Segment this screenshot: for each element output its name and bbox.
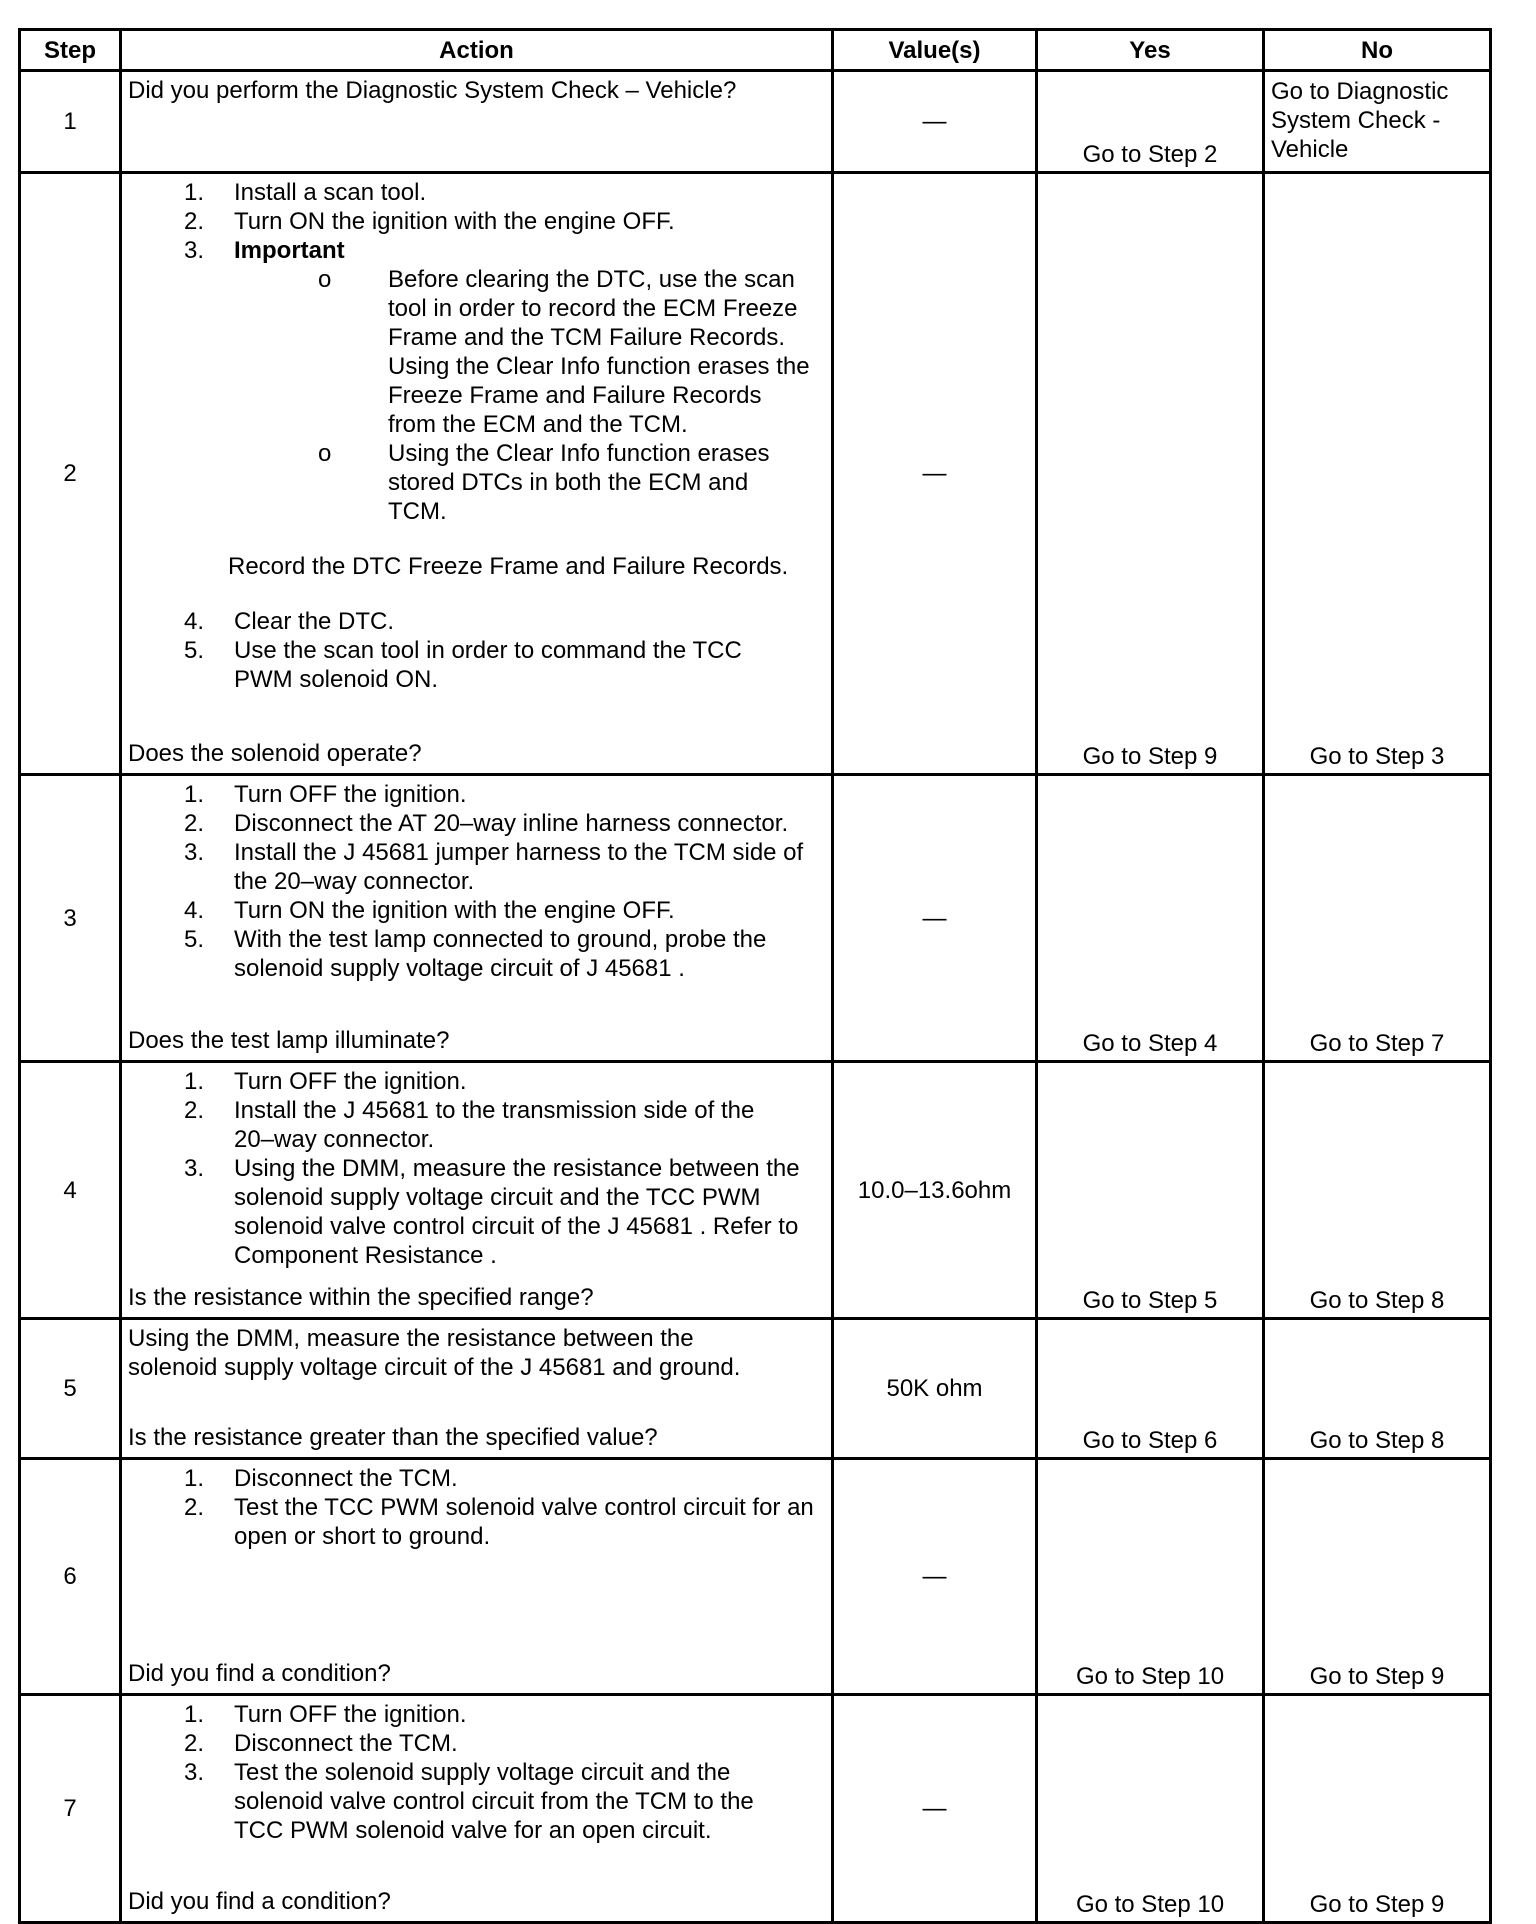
- list-item: 1. Turn OFF the ignition.: [183, 1068, 467, 1095]
- important-bullet: o Using the Clear Info function erases stored DTCs in both the ECM and TCM.: [318, 440, 770, 525]
- list-item: 2. Test the TCC PWM solenoid valve control circuit for an open or short to ground.: [183, 1494, 814, 1550]
- step-number: 3: [20, 775, 121, 1062]
- table-row: [20, 775, 1491, 1062]
- list-item: 2. Disconnect the TCM.: [183, 1730, 458, 1757]
- no-link[interactable]: Go to Step 8: [1264, 1062, 1491, 1319]
- diagnostic-table-container: [18, 28, 1492, 1924]
- yes-link[interactable]: Go to Step 10: [1037, 1695, 1264, 1923]
- value-cell: 10.0–13.6ohm: [833, 1062, 1037, 1319]
- step-number: 6: [20, 1459, 121, 1695]
- table-row: [20, 71, 1491, 173]
- step-number: 4: [20, 1062, 121, 1319]
- list-item: 1. Disconnect the TCM.: [183, 1465, 458, 1492]
- list-item: 1. Turn OFF the ignition.: [183, 781, 467, 808]
- list-item: 2. Turn ON the ignition with the engine OFF.: [183, 208, 675, 235]
- action-cell: [121, 173, 833, 775]
- list-item: 2. Disconnect the AT 20–way inline harness connector.: [183, 810, 789, 837]
- action-cell: [121, 1459, 833, 1695]
- action-cell: [121, 1062, 833, 1319]
- list-item: 4. Turn ON the ignition with the engine OFF.: [183, 897, 675, 924]
- bullet-icon: o: [318, 440, 332, 467]
- no-line: Go to Diagnostic: [1271, 78, 1449, 105]
- list-item: 3. Test the solenoid supply voltage circuit and the solenoid valve control circuit from the TCM to the TCC PWM solenoid valve for an open circuit.: [183, 1759, 754, 1844]
- list-item: 3. Important: [128, 236, 825, 265]
- value-cell: —: [833, 71, 1037, 173]
- header-yes: Yes: [1037, 30, 1264, 71]
- yes-link[interactable]: Go to Step 10: [1037, 1459, 1264, 1695]
- action-question: Did you find a condition?: [128, 1888, 391, 1915]
- no-link[interactable]: [1264, 71, 1491, 173]
- no-line: Vehicle: [1271, 136, 1349, 163]
- action-cell: [121, 1695, 833, 1923]
- no-link[interactable]: Go to Step 7: [1264, 775, 1491, 1062]
- no-line: System Check -: [1271, 107, 1441, 134]
- value-cell: —: [833, 173, 1037, 775]
- list-item: 1. Turn OFF the ignition.: [183, 1701, 467, 1728]
- header-step: Step: [20, 30, 121, 71]
- action-intro: Using the DMM, measure the resistance between the solenoid supply voltage circuit of the J 45681 and ground.: [128, 1325, 741, 1381]
- yes-link[interactable]: Go to Step 4: [1037, 775, 1264, 1062]
- table-row: [20, 1459, 1491, 1695]
- action-question: Does the solenoid operate?: [128, 740, 422, 767]
- list-item: 5. Use the scan tool in order to command the TCC PWM solenoid ON.: [183, 637, 742, 693]
- yes-link[interactable]: Go to Step 5: [1037, 1062, 1264, 1319]
- value-cell: —: [833, 1695, 1037, 1923]
- action-question: Does the test lamp illuminate?: [128, 1027, 450, 1054]
- yes-link[interactable]: Go to Step 6: [1037, 1319, 1264, 1459]
- step-number: 7: [20, 1695, 121, 1923]
- no-link[interactable]: Go to Step 3: [1264, 173, 1491, 775]
- action-steps: [128, 1464, 825, 1551]
- important-bullet: o Before clearing the DTC, use the scan tool in order to record the ECM Freeze Frame and the TCM Failure Records. Using the Clear Info function erases the Freeze Frame and Failure Records from the ECM and the TCM.: [318, 266, 810, 438]
- list-item: 5. With the test lamp connected to ground, probe the solenoid supply voltage circuit of J 45681 .: [183, 926, 767, 982]
- action-cell: [121, 71, 833, 173]
- record-note: Record the DTC Freeze Frame and Failure Records.: [228, 553, 789, 580]
- table-row: [20, 173, 1491, 775]
- header-values: Value(s): [833, 30, 1037, 71]
- action-question: Is the resistance greater than the specified value?: [128, 1424, 658, 1451]
- yes-link[interactable]: Go to Step 2: [1037, 71, 1264, 173]
- action-steps: [128, 1067, 825, 1270]
- action-question: Did you find a condition?: [128, 1660, 391, 1687]
- value-cell: —: [833, 775, 1037, 1062]
- step-number: 2: [20, 173, 121, 775]
- list-item: 3. Install the J 45681 jumper harness to the TCM side of the 20–way connector.: [183, 839, 804, 895]
- action-steps: [128, 1700, 825, 1845]
- table-row: [20, 1695, 1491, 1923]
- list-item: 4. Clear the DTC.: [183, 608, 395, 635]
- header-action: Action: [121, 30, 833, 71]
- list-item: 1. Install a scan tool.: [183, 179, 427, 206]
- list-item: 3. Using the DMM, measure the resistance between the solenoid supply voltage circuit and the TCC PWM solenoid valve control circuit of the J 45681 . Refer to Component Resistance .: [183, 1155, 800, 1269]
- yes-link[interactable]: Go to Step 9: [1037, 173, 1264, 775]
- list-item: 2. Install the J 45681 to the transmission side of the 20–way connector.: [183, 1097, 755, 1153]
- action-steps: [128, 780, 825, 983]
- action-steps: [128, 607, 825, 694]
- action-question: Is the resistance within the specified range?: [128, 1284, 594, 1311]
- header-no: No: [1264, 30, 1491, 71]
- action-intro: Did you perform the Diagnostic System Check – Vehicle?: [128, 77, 737, 104]
- no-link[interactable]: Go to Step 9: [1264, 1695, 1491, 1923]
- table-row: [20, 1062, 1491, 1319]
- no-link[interactable]: Go to Step 8: [1264, 1319, 1491, 1459]
- bullet-icon: o: [318, 266, 332, 293]
- value-cell: 50K ohm: [833, 1319, 1037, 1459]
- action-steps: [128, 178, 825, 265]
- step-number: 1: [20, 71, 121, 173]
- value-cell: —: [833, 1459, 1037, 1695]
- diagnostic-table: [18, 28, 1492, 1924]
- important-label: Important: [234, 237, 345, 264]
- table-row: [20, 1319, 1491, 1459]
- action-cell: [121, 1319, 833, 1459]
- action-cell: [121, 775, 833, 1062]
- step-number: 5: [20, 1319, 121, 1459]
- no-link[interactable]: Go to Step 9: [1264, 1459, 1491, 1695]
- header-row: [20, 30, 1491, 71]
